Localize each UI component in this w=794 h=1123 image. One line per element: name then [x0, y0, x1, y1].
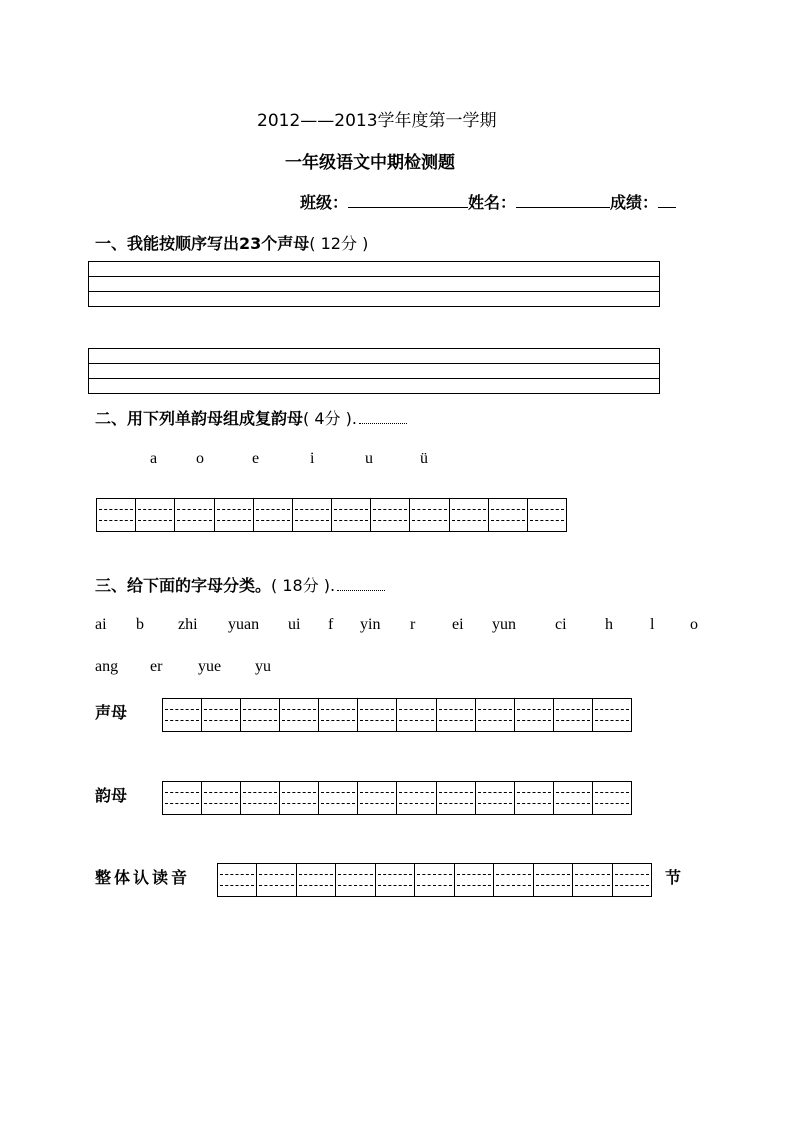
- class-blank[interactable]: [348, 193, 468, 208]
- section2-heading: [95, 406, 407, 429]
- vowel-3: i: [310, 450, 315, 467]
- writing-box-1[interactable]: [88, 261, 660, 307]
- letter-ci: ci: [555, 616, 567, 633]
- page-title: 2012——2013学年度第一学期: [257, 111, 497, 131]
- vowel-5: ü: [420, 450, 428, 467]
- letter-yu: yu: [255, 658, 271, 675]
- section2-heading-text: 二、用下列单韵母组成复韵母: [95, 409, 304, 428]
- section3-heading: [95, 573, 385, 596]
- letter-ei: ei: [452, 616, 464, 633]
- letter-er: er: [150, 658, 163, 675]
- letter-ui: ui: [288, 616, 301, 633]
- section3-score: ( 18分 ).: [271, 576, 336, 595]
- answer-grid-section2[interactable]: [96, 498, 567, 532]
- writing-box-2[interactable]: [88, 348, 660, 394]
- section1-heading-tail: 个声母: [261, 234, 310, 253]
- page-subtitle: 一年级语文中期检测题: [285, 153, 455, 173]
- letter-yun: yun: [492, 616, 516, 633]
- score-blank[interactable]: [658, 193, 676, 208]
- letter-b: b: [136, 616, 144, 633]
- section3-heading-text: 三、给下面的字母分类。: [95, 576, 272, 595]
- vowel-1: o: [196, 450, 204, 467]
- vowel-2: e: [252, 450, 260, 467]
- section2-score: ( 4分 ).: [303, 409, 357, 428]
- section3-dots: [337, 587, 385, 591]
- answer-grid-whole[interactable]: [217, 863, 652, 897]
- section1-score: ( 12分 ): [309, 234, 369, 253]
- label-initials: 声母: [95, 703, 128, 722]
- name-label: 姓名：: [468, 193, 517, 212]
- letter-zhi: zhi: [178, 616, 198, 633]
- section2-dots: [359, 420, 407, 424]
- letter-l: l: [650, 616, 655, 633]
- trailing-char: 节: [665, 868, 682, 887]
- letter-f: f: [328, 616, 334, 633]
- letter-yue: yue: [198, 658, 222, 675]
- letter-yuan: yuan: [228, 616, 260, 633]
- letter-o: o: [690, 616, 698, 633]
- letter-yin: yin: [360, 616, 381, 633]
- letter-ang: ang: [95, 658, 119, 675]
- label-finals: 韵母: [95, 786, 128, 805]
- vowel-0: a: [150, 450, 158, 467]
- letter-r: r: [410, 616, 416, 633]
- answer-grid-initials[interactable]: [162, 698, 632, 732]
- answer-grid-finals[interactable]: [162, 781, 632, 815]
- letter-h: h: [605, 616, 613, 633]
- vowel-4: u: [365, 450, 373, 467]
- letter-ai: ai: [95, 616, 107, 633]
- section1-heading: [95, 231, 368, 254]
- label-whole-syllables: 整体认读音: [95, 868, 191, 887]
- score-label: 成绩：: [610, 193, 659, 212]
- name-blank[interactable]: [516, 193, 610, 208]
- section1-number: 23: [239, 234, 262, 253]
- class-label: 班级：: [300, 193, 349, 212]
- section1-heading-text: 一、我能按顺序写出: [95, 234, 240, 253]
- student-info-row: [300, 190, 676, 213]
